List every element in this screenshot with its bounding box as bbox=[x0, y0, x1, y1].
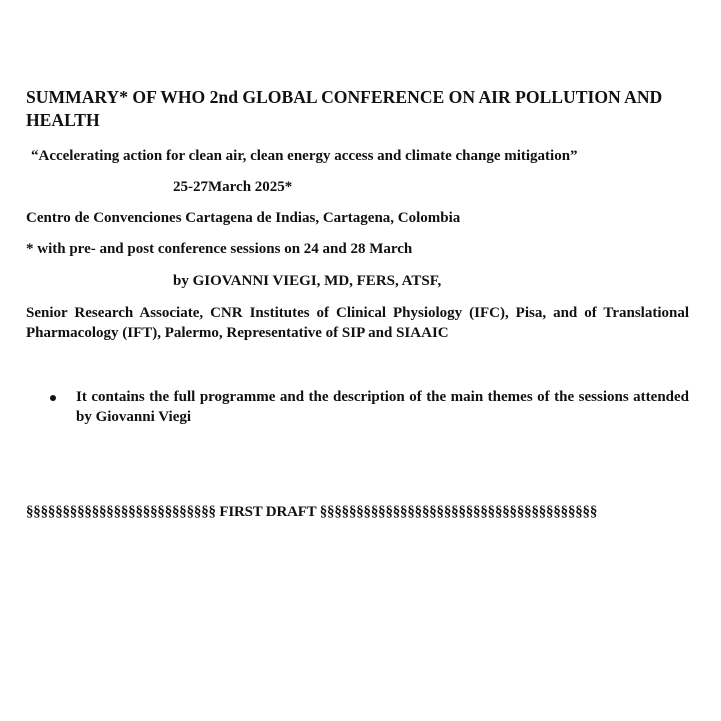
first-draft-marker: §§§§§§§§§§§§§§§§§§§§§§§§§§ FIRST DRAFT §§§§§§§§§§§§§§§§§§§§§§§§§§§§§§§§§§§§§§ bbox=[26, 504, 598, 520]
bullet-icon bbox=[50, 395, 56, 401]
document-title: SUMMARY* OF WHO 2nd GLOBAL CONFERENCE ON AIR POLLUTION AND HEALTH bbox=[26, 87, 663, 130]
conference-venue: Centro de Convenciones Cartagena de Indias, Cartagena, Colombia bbox=[26, 210, 461, 226]
conference-subtitle: “Accelerating action for clean air, clean energy access and climate change mitigation” bbox=[31, 148, 578, 164]
author-line: by GIOVANNI VIEGI, MD, FERS, ATSF, bbox=[173, 273, 442, 289]
sessions-note: * with pre- and post conference sessions on 24 and 28 March bbox=[26, 241, 413, 257]
bullet-text: It contains the full programme and the description of the main themes of the sessions attended by Giovanni Viegi bbox=[76, 389, 689, 425]
author-affiliation: Senior Research Associate, CNR Institutes of Clinical Physiology (IFC), Pisa, and of Translational Pharmacology (IFT), Palermo, Representative of SIP and SIAAIC bbox=[26, 305, 689, 341]
conference-dates: 25-27March 2025* bbox=[173, 179, 293, 195]
